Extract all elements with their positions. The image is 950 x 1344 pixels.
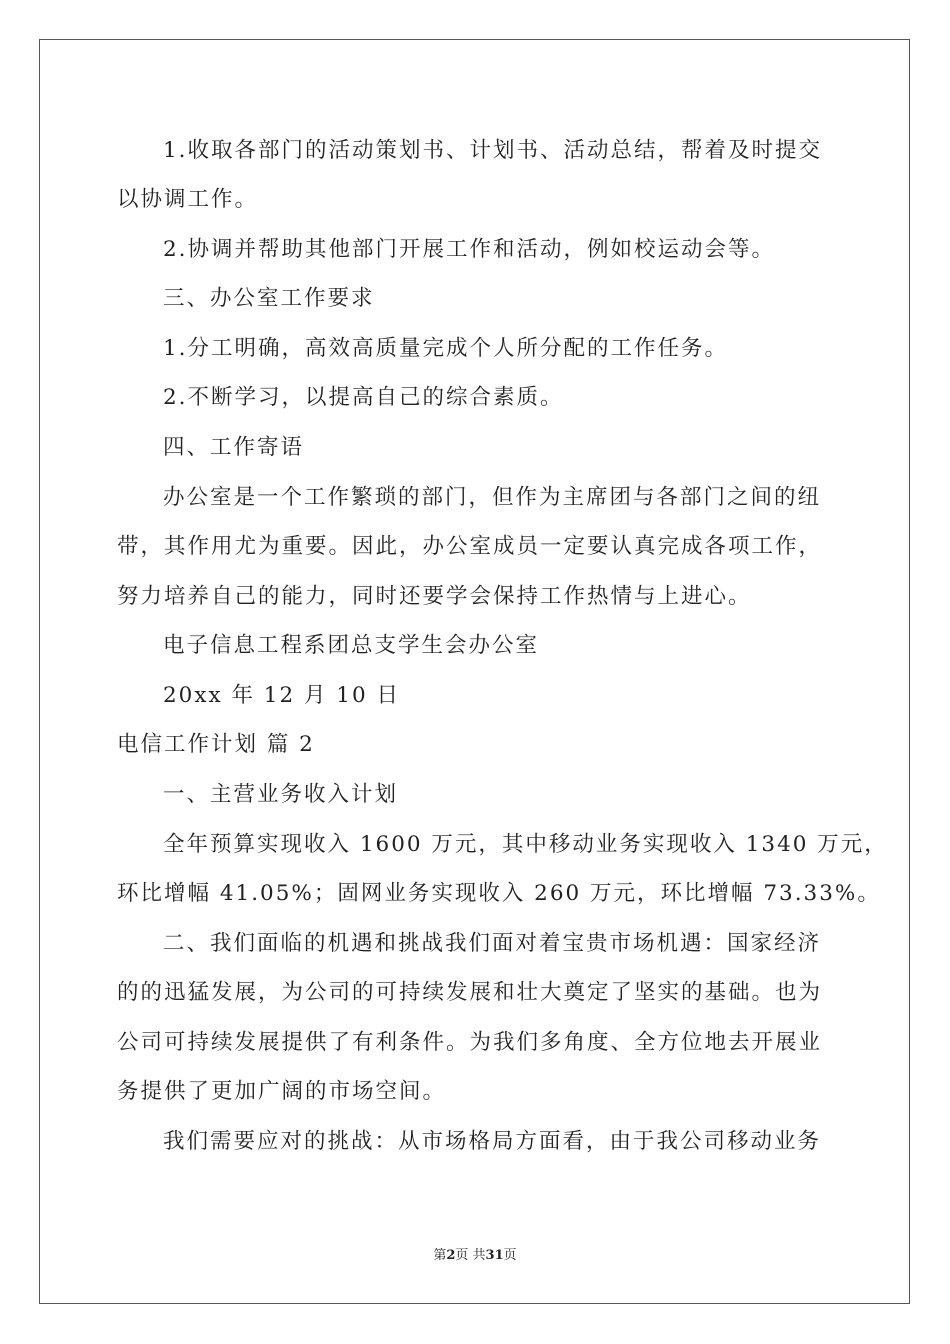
paragraph-line: 1.收取各部门的活动策划书、计划书、活动总结，帮着及时提交	[163, 138, 823, 163]
signature-date: 20xx 年 12 月 10 日	[163, 683, 400, 708]
document-title: 电信工作计划 篇 2	[117, 732, 315, 757]
section-heading: 四、工作寄语	[163, 435, 305, 460]
paragraph-line: 2.不断学习，以提高自己的综合素质。	[163, 385, 564, 410]
paragraph-line: 办公室是一个工作繁琐的部门，但作为主席团与各部门之间的纽	[163, 485, 822, 510]
page-middle-text: 页 共	[455, 1248, 486, 1263]
paragraph-line: 全年预算实现收入 1600 万元，其中移动业务实现收入 1340 万元，	[163, 832, 888, 857]
paragraph-line: 的的迅猛发展，为公司的可持续发展和壮大奠定了坚实的基础。也为	[117, 980, 823, 1005]
paragraph-line: 我们需要应对的挑战：从市场格局方面看，由于我公司移动业务	[163, 1129, 822, 1154]
page-border	[39, 39, 910, 1304]
total-pages-number: 31	[485, 1248, 504, 1263]
paragraph-line: 2.协调并帮助其他部门开展工作和活动，例如校运动会等。	[163, 237, 776, 262]
page-prefix: 第	[433, 1248, 447, 1263]
paragraph-line: 带，其作用尤为重要。因此，办公室成员一定要认真完成各项工作，	[117, 534, 823, 559]
section-heading: 三、办公室工作要求	[163, 286, 375, 311]
paragraph-line: 环比增幅 41.05%；固网业务实现收入 260 万元，环比增幅 73.33%。	[117, 881, 881, 906]
paragraph-line: 以协调工作。	[117, 187, 259, 212]
current-page-number: 2	[446, 1248, 456, 1263]
page-suffix: 页	[503, 1248, 517, 1263]
signature-organization: 电子信息工程系团总支学生会办公室	[163, 633, 540, 658]
paragraph-line: 务提供了更加广阔的市场空间。	[117, 1079, 447, 1104]
paragraph-line: 1.分工明确，高效高质量完成个人所分配的工作任务。	[163, 336, 729, 361]
page-footer	[0, 1247, 950, 1265]
paragraph-line: 公司可持续发展提供了有利条件。为我们多角度、全方位地去开展业	[117, 1030, 823, 1055]
section-heading: 一、主营业务收入计划	[163, 782, 399, 807]
paragraph-line: 努力培养自己的能力，同时还要学会保持工作热情与上进心。	[117, 584, 752, 609]
paragraph-line: 二、我们面临的机遇和挑战我们面对着宝贵市场机遇：国家经济	[163, 931, 822, 956]
